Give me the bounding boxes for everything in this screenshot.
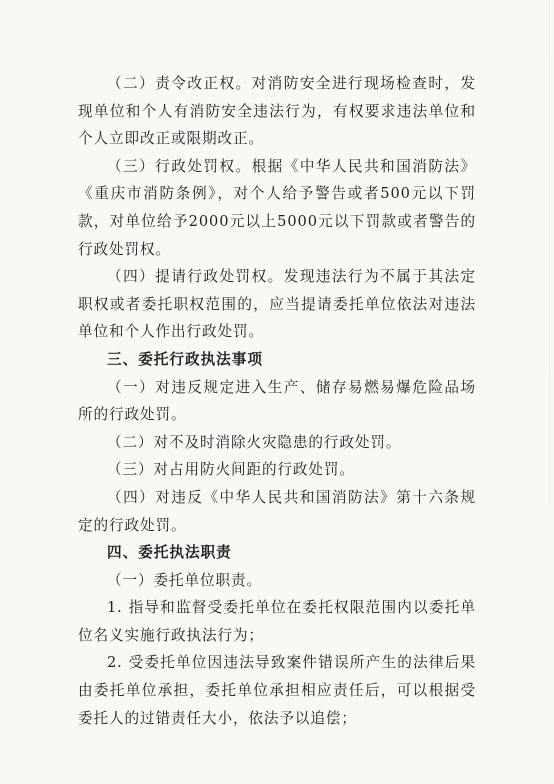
section-heading-entrusted-matters: 三、委托行政执法事项: [107, 350, 263, 368]
paragraph-entrusting-unit-duties: （一）委托单位职责。: [107, 571, 262, 589]
paragraph-matter-3: （三）对占用防火间距的行政处罚。: [107, 461, 355, 479]
paragraph-order-correction-right: （二）责令改正权。对消防安全进行现场检查时，发现单位和个人有消防安全违法行为，有权要求违法单位和个人立即改正或限期改正。: [78, 75, 476, 148]
section-heading-entrusted-duties: 四、委托执法职责: [107, 544, 232, 562]
paragraph-matter-2: （二）对不及时消除火灾隐患的行政处罚。: [107, 433, 402, 451]
document-body: [78, 70, 476, 732]
paragraph-matter-1: （一）对违反规定进入生产、储存易燃易爆危险品场所的行政处罚。: [78, 378, 476, 424]
scan-edge: [549, 0, 550, 784]
paragraph-administrative-penalty-right: （三）行政处罚权。根据《中华人民共和国消防法》《重庆市消防条例》，对个人给予警告或者500元以下罚款，对单位给予2000元以上5000元以下罚款或者警告的行政处罚权。: [78, 157, 476, 258]
paragraph-request-penalty-right: （四）提请行政处罚权。发现违法行为不属于其法定职权或者委托职权范围的，应当提请委托单位依法对违法单位和个人作出行政处罚。: [78, 268, 476, 341]
paragraph-duty-2: 2. 受委托单位因违法导致案件错误所产生的法律后果由委托单位承担，委托单位承担相应责任后，可以根据受委托人的过错责任大小，依法予以追偿；: [78, 654, 476, 727]
paragraph-duty-1: 1. 指导和监督受委托单位在委托权限范围内以委托单位名义实施行政执法行为；: [78, 599, 476, 644]
paragraph-matter-4: （四）对违反《中华人民共和国消防法》第十六条规定的行政处罚。: [78, 488, 476, 534]
